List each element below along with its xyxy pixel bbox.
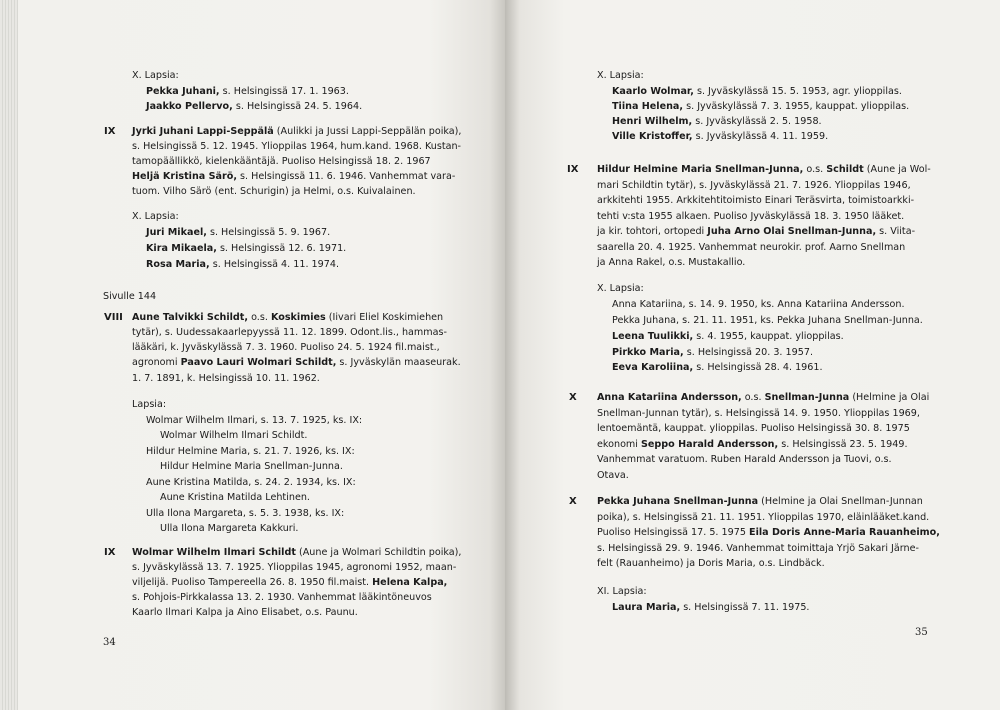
entry-text: o.s. [251, 312, 268, 323]
child-details: s. Helsingissä 12. 6. 1971. [219, 243, 347, 254]
entry-line [597, 496, 923, 508]
child-details: s. Helsingissä 20. 3. 1957. [686, 347, 813, 358]
child-name: Kaarlo Wolmar, [612, 86, 694, 97]
entry-text: ja kir. tohtori, ortopedi [597, 226, 705, 237]
child-entry [612, 101, 909, 113]
person-name: Pekka Juhana Snellman-Junna [597, 496, 759, 507]
entry-line [132, 577, 447, 589]
entry-line: tamopäällikkö, kielenkääntäjä. Puoliso Helsingissä 18. 2. 1967 [132, 156, 431, 167]
generation-number: IX [104, 547, 116, 558]
child-entry: Pekka Juhana, s. 21. 11. 1951, ks. Pekka Juhana Snellman-Junna. [612, 315, 923, 326]
entry-line [597, 527, 940, 539]
child-entry: Hildur Helmine Maria, s. 21. 7. 1926, ks. IX: [146, 446, 355, 457]
right-page [505, 0, 1000, 710]
spouse-name: Helena Kalpa, [372, 577, 448, 588]
child-details: s. Helsingissä 17. 1. 1963. [222, 86, 349, 97]
entry-line: arkkitehti 1955. Arkkitehtitoimisto Einari Teräsvirta, toimistoarkki- [597, 195, 915, 206]
entry-line: s. Helsingissä 5. 12. 1945. Ylioppilas 1964, hum.kand. 1968. Kustan- [132, 141, 462, 152]
entry-text: (Helmine ja Olai [852, 392, 930, 403]
child-entry [612, 86, 902, 98]
entry-line [597, 439, 908, 451]
person-name: Anna Katariina Andersson, [597, 392, 742, 403]
child-details: s. Helsingissä 5. 9. 1967. [209, 227, 331, 238]
child-reference: Wolmar Wilhelm Ilmari Schildt. [160, 430, 308, 441]
child-name: Rosa Maria, [146, 259, 210, 270]
entry-line [132, 126, 461, 138]
child-name: Leena Tuulikki, [612, 331, 694, 342]
child-entry [146, 227, 330, 239]
page-edge-decoration [0, 0, 18, 710]
entry-line [132, 171, 455, 183]
child-name: Laura Maria, [612, 602, 681, 613]
entry-line: tuom. Vilho Särö (ent. Schurigin) ja Helmi, o.s. Kuivalainen. [132, 186, 416, 197]
entry-text: s. Viita- [879, 226, 916, 237]
child-details: s. 4. 1955, kauppat. ylioppilas. [696, 331, 844, 342]
child-name: Pirkko Maria, [612, 347, 684, 358]
child-name: Pekka Juhani, [146, 86, 220, 97]
child-name: Juri Mikael, [146, 227, 207, 238]
child-entry [612, 131, 828, 143]
child-reference: Aune Kristina Matilda Lehtinen. [160, 492, 310, 503]
child-name: Tiina Helena, [612, 101, 684, 112]
spouse-name: Heljä Kristina Särö, [132, 171, 237, 182]
entry-line: tehti v:sta 1955 alkaen. Puoliso Jyväskylässä 18. 3. 1950 lääket. [597, 211, 905, 222]
generation-number: X [569, 496, 577, 507]
child-entry [612, 331, 844, 343]
maiden-name: Schildt [826, 164, 864, 175]
child-name: Eeva Karoliina, [612, 362, 694, 373]
children-heading: X. Lapsia: [597, 70, 644, 81]
entry-line: s. Jyväskylässä 13. 7. 1925. Ylioppilas 1945, agronomi 1952, maan- [132, 562, 457, 573]
cross-reference: Sivulle 144 [103, 291, 157, 302]
entry-line: 1. 7. 1891, k. Helsingissä 10. 11. 1962. [132, 373, 320, 384]
generation-number: IX [104, 126, 116, 137]
child-entry [146, 86, 349, 98]
maiden-name: Koskimies [270, 312, 326, 323]
person-name: Hildur Helmine Maria Snellman-Junna, [597, 164, 804, 175]
child-details: s. Jyväskylässä 15. 5. 1953, agr. ylioppilas. [696, 86, 902, 97]
entry-line [597, 226, 915, 238]
entry-line: Vanhemmat varatuom. Ruben Harald Andersson ja Tuovi, o.s. [597, 454, 892, 465]
children-heading: X. Lapsia: [132, 211, 179, 222]
child-details: s. Jyväskylässä 7. 3. 1955, kauppat. ylioppilas. [686, 101, 910, 112]
entry-text: (Aune ja Wol- [866, 164, 931, 175]
generation-number: VIII [104, 312, 123, 323]
entry-text: (Helmine ja Olai Snellman-Junnan [761, 496, 923, 507]
entry-line: felt (Rauanheimo) ja Doris Maria, o.s. Lindbäck. [597, 558, 825, 569]
entry-text: agronomi [132, 357, 178, 368]
child-entry [612, 602, 809, 614]
child-name: Jaakko Pellervo, [146, 101, 233, 112]
child-entry [146, 259, 339, 271]
children-heading: Lapsia: [132, 399, 167, 410]
child-entry: Anna Katariina, s. 14. 9. 1950, ks. Anna Katariina Andersson. [612, 299, 905, 310]
children-heading: X. Lapsia: [132, 70, 179, 81]
entry-line [132, 357, 461, 369]
child-entry [146, 101, 362, 113]
children-heading: X. Lapsia: [597, 283, 644, 294]
generation-number: IX [567, 164, 579, 175]
entry-line: saarella 20. 4. 1925. Vanhemmat neurokir. prof. Aarno Snellman [597, 242, 906, 253]
child-details: s. Helsingissä 4. 11. 1974. [212, 259, 340, 270]
person-name: Wolmar Wilhelm Ilmari Schildt [132, 547, 296, 558]
person-name: Aune Talvikki Schildt, [132, 312, 249, 323]
child-reference: Hildur Helmine Maria Snellman-Junna. [160, 461, 343, 472]
entry-line: s. Helsingissä 29. 9. 1946. Vanhemmat toimittaja Yrjö Sakari Järne- [597, 543, 919, 554]
entry-line: Otava. [597, 470, 629, 481]
entry-text: Puoliso Helsingissä 17. 5. 1975 [597, 527, 746, 538]
person-name: Jyrki Juhani Lappi-Seppälä [132, 126, 274, 137]
child-entry [146, 243, 346, 255]
maiden-name: Snellman-Junna [764, 392, 850, 403]
child-entry [612, 362, 823, 374]
entry-line: mari Schildtin tytär), s. Jyväskylässä 21. 7. 1926. Ylioppilas 1946, [597, 180, 911, 191]
entry-text: viljelijä. Puoliso Tampereella 26. 8. 1950 fil.maist. [132, 577, 370, 588]
child-name: Henri Wilhelm, [612, 116, 693, 127]
entry-line: lentoemäntä, kauppat. ylioppilas. Puoliso Helsingissä 30. 8. 1975 [597, 423, 910, 434]
page-number: 34 [103, 637, 116, 648]
child-entry: Aune Kristina Matilda, s. 24. 2. 1934, ks. IX: [146, 477, 356, 488]
entry-line [132, 312, 443, 324]
entry-line: s. Pohjois-Pirkkalassa 13. 2. 1930. Vanhemmat lääkintöneuvos [132, 592, 432, 603]
entry-line: Snellman-Junnan tytär), s. Helsingissä 14. 9. 1950. Ylioppilas 1969, [597, 408, 920, 419]
entry-line [132, 547, 461, 559]
spouse-name: Paavo Lauri Wolmari Schildt, [180, 357, 337, 368]
child-name: Kira Mikaela, [146, 243, 217, 254]
child-details: s. Jyväskylässä 4. 11. 1959. [695, 131, 829, 142]
child-details: s. Helsingissä 28. 4. 1961. [696, 362, 823, 373]
child-entry: Wolmar Wilhelm Ilmari, s. 13. 7. 1925, ks. IX: [146, 415, 363, 426]
entry-text: (Aulikki ja Jussi Lappi-Seppälän poika), [276, 126, 462, 137]
entry-line [597, 392, 929, 404]
entry-line: tytär), s. Uudessakaarlepyyssä 11. 12. 1899. Odont.lis., hammas- [132, 327, 447, 338]
entry-text: (Aune ja Wolmari Schildtin poika), [299, 547, 462, 558]
entry-text: s. Jyväskylän maaseurak. [339, 357, 461, 368]
entry-line: poika), s. Helsingissä 21. 11. 1951. Ylioppilas 1970, eläinlääket.kand. [597, 512, 930, 523]
entry-line: lääkäri, k. Jyväskylässä 7. 3. 1960. Puoliso 24. 5. 1924 fil.maist., [132, 342, 440, 353]
entry-line: ja Anna Rakel, o.s. Mustakallio. [597, 257, 746, 268]
child-entry [612, 347, 813, 359]
spouse-name: Juha Arno Olai Snellman-Junna, [707, 226, 877, 237]
entry-line: Kaarlo Ilmari Kalpa ja Aino Elisabet, o.s. Paunu. [132, 607, 358, 618]
entry-text: (Iivari Eliel Koskimiehen [328, 312, 444, 323]
entry-text: o.s. [806, 164, 824, 175]
child-entry: Ulla Ilona Margareta, s. 5. 3. 1938, ks. IX: [146, 508, 345, 519]
spouse-name: Seppo Harald Andersson, [641, 439, 779, 450]
entry-text: s. Helsingissä 11. 6. 1946. Vanhemmat vara- [240, 171, 456, 182]
child-entry [612, 116, 822, 128]
children-heading: XI. Lapsia: [597, 586, 647, 597]
generation-number: X [569, 392, 577, 403]
entry-text: ekonomi [597, 439, 638, 450]
entry-line [597, 164, 931, 176]
child-name: Ville Kristoffer, [612, 131, 693, 142]
page-number: 35 [915, 627, 928, 638]
entry-text: s. Helsingissä 23. 5. 1949. [781, 439, 908, 450]
spouse-name: Eila Doris Anne-Maria Rauanheimo, [749, 527, 940, 538]
child-details: s. Helsingissä 24. 5. 1964. [235, 101, 363, 112]
entry-text: o.s. [744, 392, 762, 403]
child-details: s. Jyväskylässä 2. 5. 1958. [695, 116, 822, 127]
child-details: s. Helsingissä 7. 11. 1975. [683, 602, 810, 613]
child-reference: Ulla Ilona Margareta Kakkuri. [160, 523, 299, 534]
